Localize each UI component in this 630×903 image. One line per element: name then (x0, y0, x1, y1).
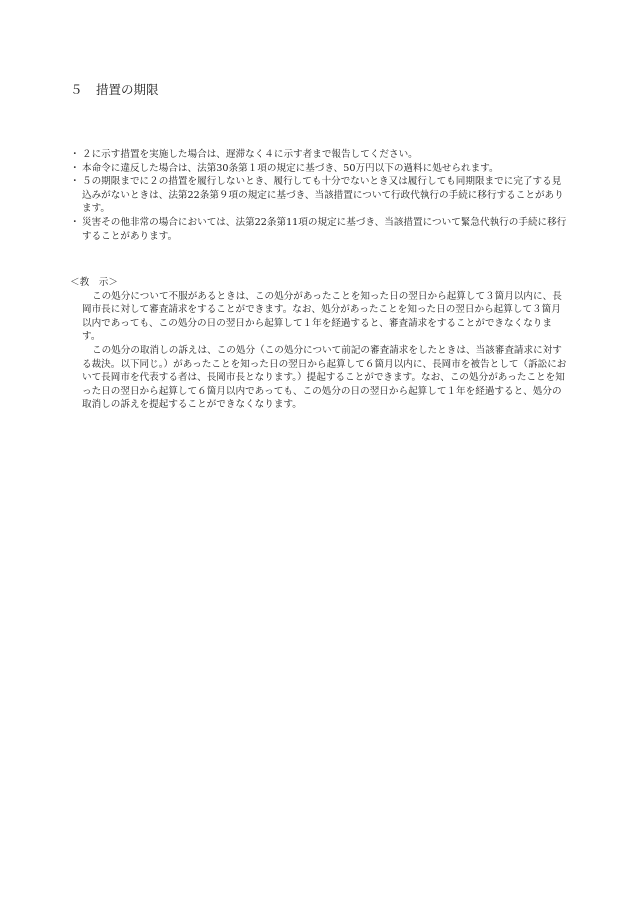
note-item (70, 175, 570, 216)
notes-list (70, 148, 570, 243)
section-title: 措置の期限 (96, 82, 159, 97)
instruction-notice (70, 276, 570, 412)
note-item (70, 148, 570, 162)
section-heading (70, 82, 159, 98)
bullet-marker: ・ (70, 216, 80, 228)
section-number: ５ (70, 82, 83, 97)
note-text: ２に示す措置を実施した場合は、遅滞なく４に示す者まで報告してください。 (82, 149, 418, 160)
note-item (70, 162, 570, 176)
note-text: ５の期限までに２の措置を履行しないとき、履行しても十分でないとき又は履行しても同期限までに完了する見込みがないときは、法第22条第９項の規定に基づき、当該措置について行政代執行の手続に移行することがあります。 (82, 176, 564, 215)
note-item (70, 216, 570, 243)
bullet-marker: ・ (70, 162, 80, 174)
note-text: 本命令に違反した場合は、法第30条第１項の規定に基づき、50万円以下の過料に処せられます。 (82, 162, 499, 174)
bullet-marker: ・ (70, 149, 80, 160)
notice-title: ＜教 示＞ (70, 277, 118, 288)
notice-paragraph-lawsuit: この処分の取消しの訴えは、この処分（この処分について前記の審査請求をしたときは、当該審査請求に対する裁決。以下同じ。）があったことを知った日の翌日から起算して６箇月以内に、長岡市を被告として（訴訟において長岡市を代表する者は、長岡市長となります。）提起することができます。なお、この処分があったことを知った日の翌日から起算して６箇月以内であっても、この処分の日の翌日から起算して１年を経過すると、処分の取消しの訴えを提起することができなくなります。 (82, 344, 567, 411)
notice-paragraph-review: この処分について不服があるときは、この処分があったことを知った日の翌日から起算して３箇月以内に、長岡市長に対して審査請求をすることができます。なお、処分があったことを知った日の翌日から起算して３箇月以内であっても、この処分の日の翌日から起算して１年を経過すると、審査請求をすることができなくなります。 (82, 290, 562, 343)
note-text: 災害その他非常の場合においては、法第22条第11項の規定に基づき、当該措置について緊急代執行の手続に移行することがあります。 (82, 216, 567, 242)
bullet-marker: ・ (70, 176, 80, 188)
